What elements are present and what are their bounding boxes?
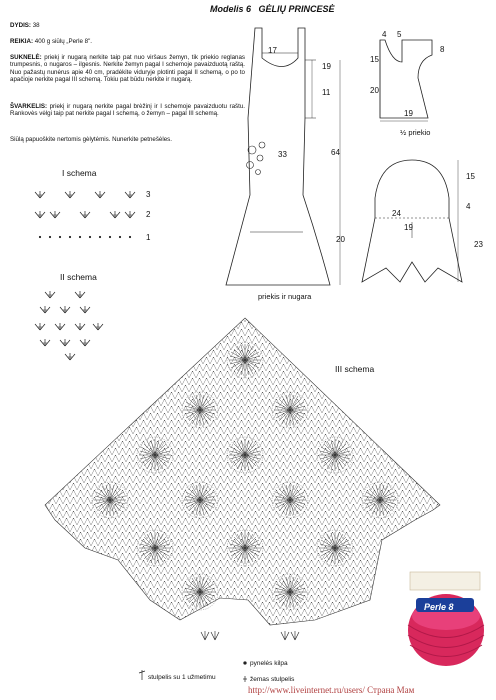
needed-line: REIKIA: 400 g siūlų „Perle 8". [10,38,92,45]
dress-dim-19: 19 [322,62,331,71]
size-line: DYDIS: 38 [10,22,40,29]
product-label: Perle 8 [424,602,454,612]
schema3-label: III schema [335,364,375,374]
dress-instructions: SUKNELĖ: priekį ir nugarą nerkite taip pat nuo viršaus žemyn, tik priekio reglanas trumpesnis, o nugaros – ilgesnis. Nerkite žemyn pagal I schemoje pavaizduotą raštą. Nuo pažastų nunėrus apie 40 cm, pradėkite viduryje plotinti pagal II schemą, o po to apačioje nerkite pagal III schemą. Tokiu pat būdu nerkite ir nugarą. [10,54,245,83]
dress-dim-64: 64 [331,148,340,157]
schema1-diagram [35,191,135,238]
jacket-dim-5: 5 [397,30,402,39]
sleeve-dim-23: 23 [474,240,483,249]
dress-dim-20: 20 [336,235,345,244]
half-front-label: ½ priekio [400,128,431,137]
schema2-diagram [35,291,103,360]
jacket-dim-4: 4 [382,30,387,39]
schema3-diagram [45,318,440,640]
jacket-dim-20: 20 [370,86,379,95]
half-front-diagram [380,40,432,121]
front-back-label: priekis ir nugara [258,292,312,301]
jacket-dim-15: 15 [370,55,379,64]
schema1-label: I schema [62,168,97,178]
schema1-row-1: 1 [146,233,151,242]
legend-item-3: žemas stulpelis [250,676,295,683]
legend-symbols [139,662,247,682]
sleeve-dim-19: 19 [404,223,413,232]
sleeve-dim-4: 4 [466,202,471,211]
dress-dim-33: 33 [278,150,287,159]
schema1-row-2: 2 [146,210,151,219]
schema1-row-3: 3 [146,190,151,199]
sleeve-diagram [362,160,462,282]
legend-item-1: stulpelis su 1 užmetimu [148,674,216,681]
dress-dim-17: 17 [268,46,277,55]
dress-diagram [226,28,340,285]
jacket-dim-19: 19 [404,109,413,118]
thread-spool-image [408,572,484,666]
seams-note: Siūlą papuoškite nertomis gėlytėmis. Nunerkite petnešėles. [10,136,172,143]
sleeve-dim-24: 24 [392,209,401,218]
legend-item-2: pynelės kilpa [250,660,288,667]
jacket-dim-8: 8 [440,45,445,54]
page-title: Modelis 6 GĖLIŲ PRINCESĖ [210,4,335,14]
schema2-label: II schema [60,272,97,282]
dress-dim-11: 11 [322,88,331,97]
watermark: http://www.liveinternet.ru/users/ Страна Мам [248,685,415,695]
sleeve-dim-15: 15 [466,172,475,181]
jacket-instructions: ŠVARKELIS: priekį ir nugarą nerkite pagal brėžinį ir I schemoje pavaizduotu raštu. Rankovės vėlgi taip pat nerkite pagal I schemą, o žemyn – pagal III schemą. [10,103,245,118]
